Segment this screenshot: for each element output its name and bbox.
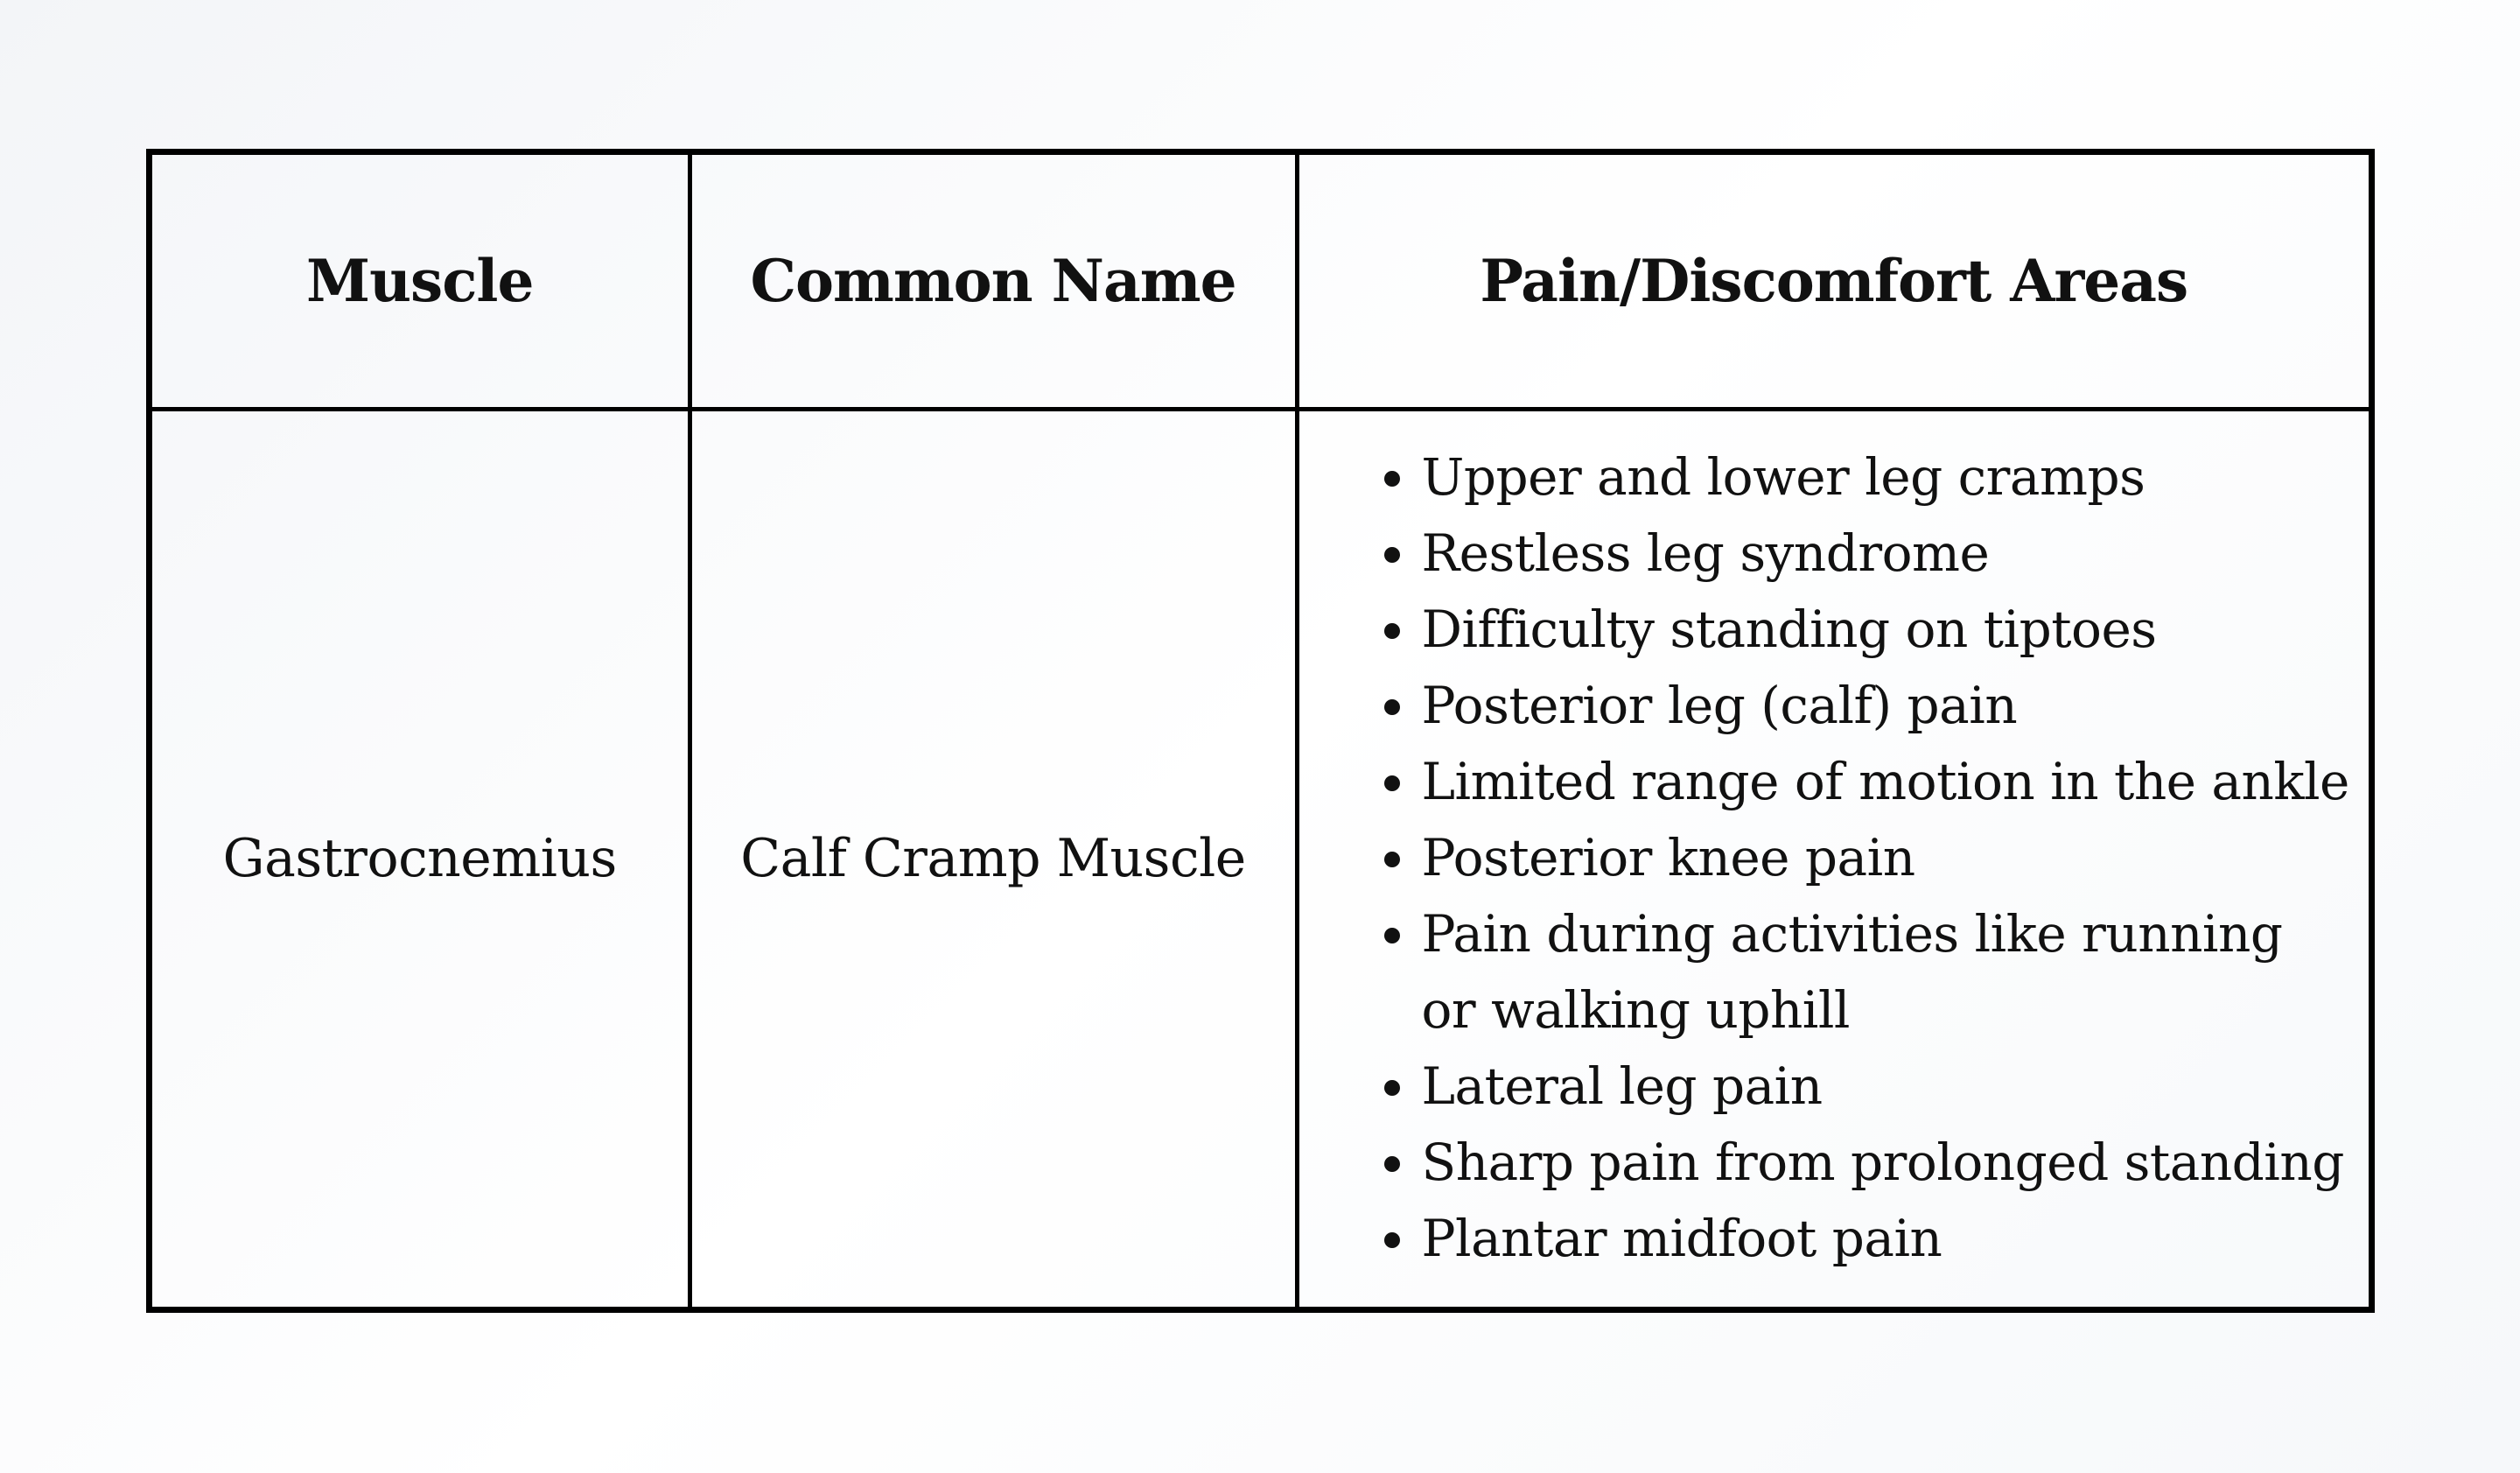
cell-muscle: Gastrocnemius	[152, 409, 690, 1307]
header-common-name: Common Name	[690, 155, 1297, 409]
header-row	[152, 155, 2369, 409]
list-item: • Posterior leg (calf) pain	[1422, 668, 2352, 744]
list-item: • Difficulty standing on tiptoes	[1422, 592, 2352, 668]
table-row	[152, 409, 2369, 1307]
header-pain-areas: Pain/Discomfort Areas	[1297, 155, 2369, 409]
list-item: • Plantar midfoot pain	[1422, 1201, 2352, 1277]
list-item: • Upper and lower leg cramps	[1422, 439, 2352, 516]
header-muscle: Muscle	[152, 155, 690, 409]
table	[152, 155, 2369, 1307]
list-item: • Limited range of motion in the ankle	[1422, 744, 2352, 820]
list-item: • Sharp pain from prolonged standing	[1422, 1125, 2352, 1201]
list-item: • Lateral leg pain	[1422, 1049, 2352, 1125]
pain-areas-list	[1299, 439, 2370, 1277]
list-item: • Restless leg syndrome	[1422, 516, 2352, 592]
cell-common-name: Calf Cramp Muscle	[690, 409, 1297, 1307]
list-item: • Posterior knee pain	[1422, 820, 2352, 896]
muscle-pain-table	[146, 149, 2375, 1313]
list-item: • Pain during activities like running or walking uphill	[1422, 896, 2352, 1049]
cell-pain-areas	[1297, 409, 2369, 1307]
